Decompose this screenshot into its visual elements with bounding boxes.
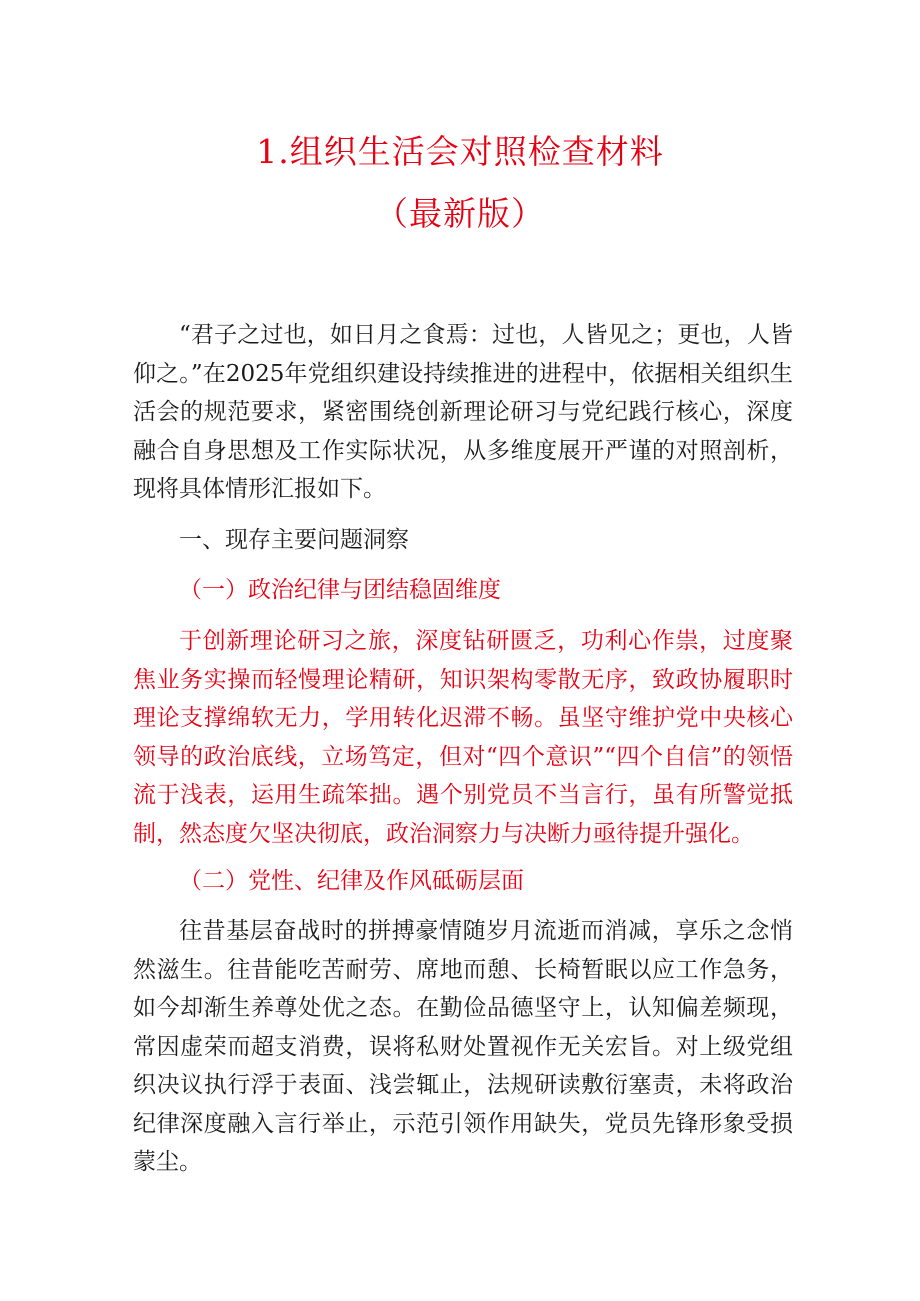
intro-paragraph: “君子之过也，如日月之食焉：过也，人皆见之；更也，人皆仰之。”在2025年党组织建设持续推进的进程中，依据相关组织生活会的规范要求，紧密围绕创新理论研习与党纪践行核心，深度融合自身思想及工作实际状况，从多维度展开严谨的对照剖析，现将具体情形汇报如下。 <box>133 322 793 502</box>
subsection-paragraph-2: 往昔基层奋战时的拼搏豪情随岁月流逝而消减，享乐之念悄然滋生。往昔能吃苦耐劳、席地而憩、长椅暂眠以应工作急务，如今却渐生养尊处优之态。在勤俭品德坚守上，认知偏差频现，常因虚荣而超支消费，误将私财处置视作无关宏旨。对上级党组织决议执行浮于表面、浅尝辄止，法规研读敷衍塞责，未将政治纪律深度融入言行举止，示范引领作用缺失，党员先锋形象受损蒙尘。 <box>133 918 793 1175</box>
document-subtitle: （最新版） <box>375 194 545 233</box>
section-heading-1: 一、现存主要问题洞察 <box>179 527 409 553</box>
subsection-heading-1: （一）政治纪律与团结稳固维度 <box>179 577 501 603</box>
subsection-heading-2: （二）党性、纪律及作风砥砺层面 <box>179 868 524 894</box>
subsection-paragraph-1: 于创新理论研习之旅，深度钻研匮乏，功利心作祟，过度聚焦业务实操而轻慢理论精研，知识架构零散无序，致政协履职时理论支撑绵软无力，学用转化迟滞不畅。虽坚守维护党中央核心领导的政治底线，立场笃定，但对“四个意识”“四个自信”的领悟流于浅表，运用生疏笨拙。遇个别党员不当言行，虽有所警觉抵制，然态度欠坚决彻底，政治洞察力与决断力亟待提升强化。 <box>133 628 793 847</box>
document-title: 1.组织生活会对照检查材料 <box>256 132 664 171</box>
